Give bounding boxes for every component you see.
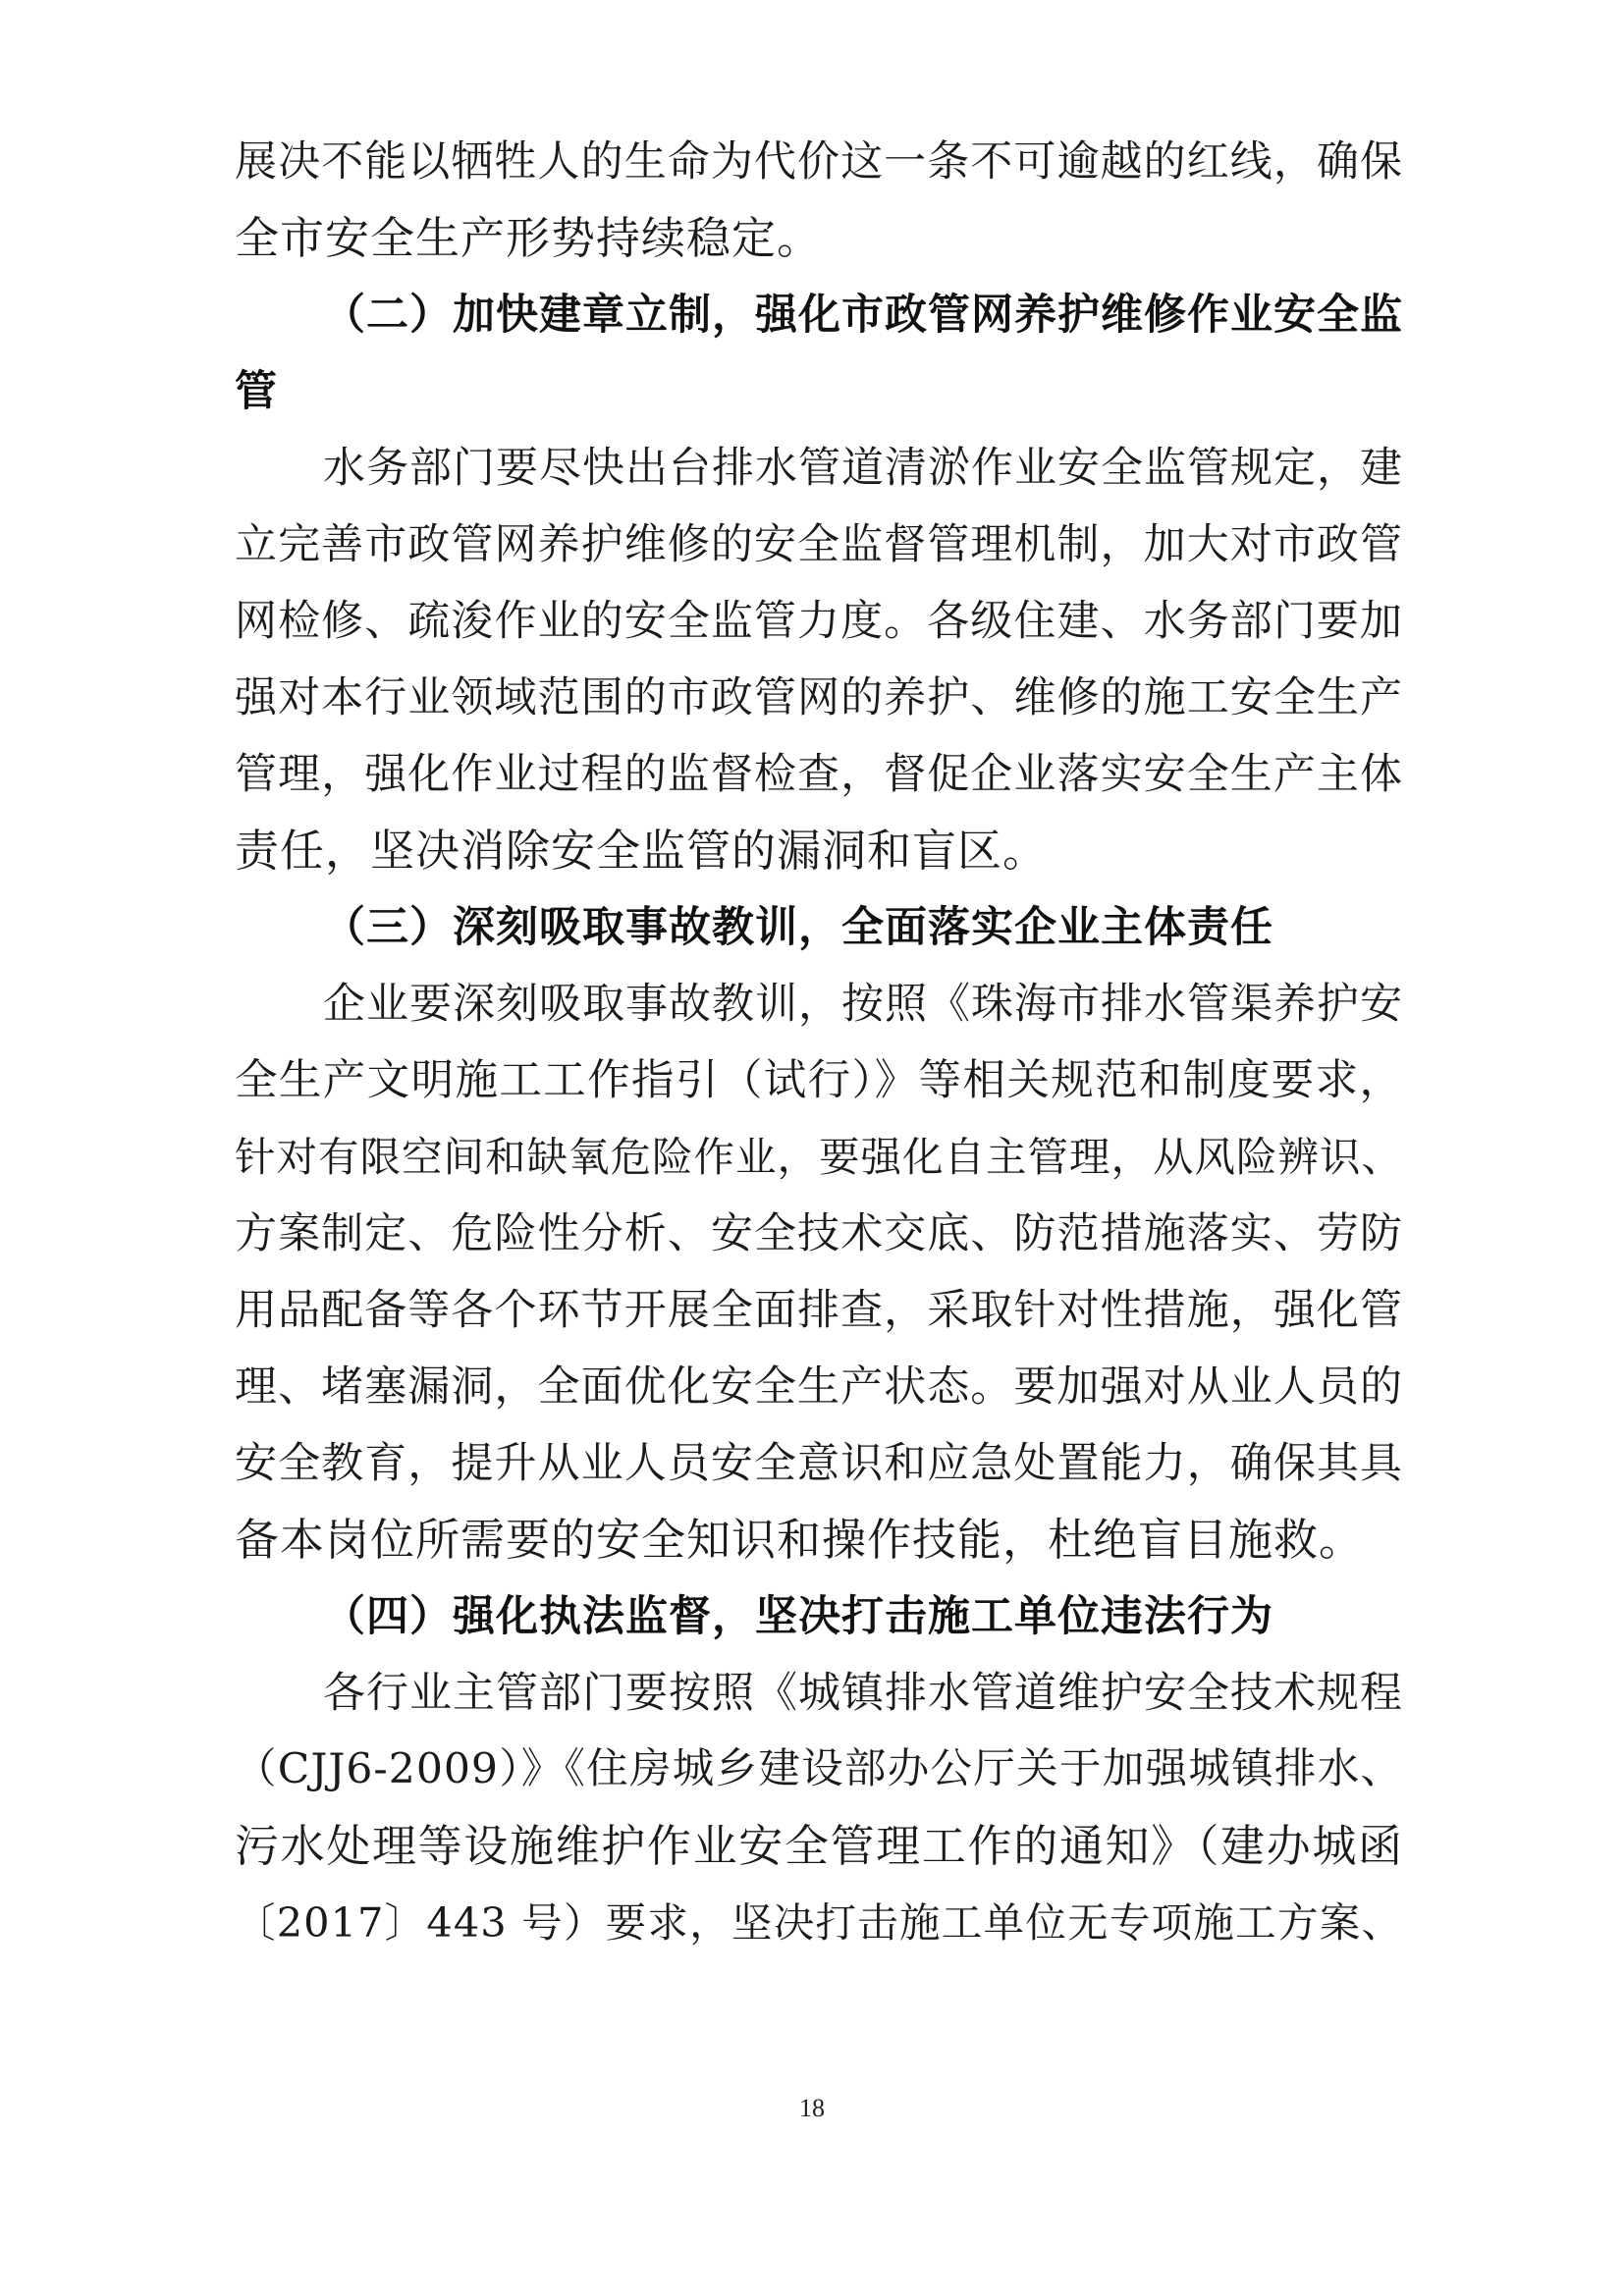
body-line: 全生产文明施工工作指引（试行）》等相关规范和制度要求，	[235, 1056, 1403, 1105]
body-line: 网检修、疏浚作业的安全监管力度。各级住建、水务部门要加	[235, 597, 1403, 646]
body-line: 污水处理等设施维护作业安全管理工作的通知》（建办城函	[235, 1820, 1403, 1872]
body-line: 全市安全生产形势持续稳定。	[235, 212, 823, 264]
body-line: 备本岗位所需要的安全知识和操作技能，杜绝盲目施救。	[235, 1514, 1365, 1566]
section-heading-2: （二）加快建章立制，强化市政管网养护维修作业安全监	[323, 291, 1403, 340]
body-line: 展决不能以牺牲人的生命为代价这一条不可逾越的红线，确保	[235, 137, 1403, 187]
body-line: 立完善市政管网养护维修的安全监督管理机制，加大对市政管	[235, 520, 1403, 569]
body-line: 针对有限空间和缺氧危险作业，要强化自主管理，从风险辨识、	[235, 1133, 1404, 1181]
body-line: 理、堵塞漏洞，全面优化安全生产状态。要加强对从业人员的	[235, 1362, 1403, 1412]
body-line: 用品配备等各个环节开展全面排查，采取针对性措施，强化管	[235, 1286, 1403, 1335]
body-line: （CJJ6-2009）》《住房城乡建设部办公厅关于加强城镇排水、	[235, 1745, 1403, 1793]
section-heading-4: （四）强化执法监督，坚决打击施工单位违法行为	[323, 1592, 1273, 1641]
body-line: 〔2017〕443 号）要求，坚决打击施工单位无专项施工方案、	[235, 1898, 1403, 1947]
page-number: 18	[799, 2094, 825, 2122]
body-line: 强对本行业领域范围的市政管网的养护、维修的施工安全生产	[235, 673, 1403, 722]
body-line: 各行业主管部门要按照《城镇排水管道维护安全技术规程	[323, 1669, 1403, 1718]
body-line: 企业要深刻吸取事故教训，按照《珠海市排水管渠养护安	[323, 980, 1403, 1029]
section-heading-2-continued: 管	[235, 367, 278, 416]
body-line: 安全教育，提升从业人员安全意识和应急处置能力，确保其具	[235, 1439, 1403, 1488]
section-heading-3: （三）深刻吸取事故教训，全面落实企业主体责任	[323, 903, 1273, 952]
body-line: 方案制定、危险性分析、安全技术交底、防范措施落实、劳防	[235, 1209, 1403, 1258]
body-line: 水务部门要尽快出台排水管道清淤作业安全监管规定，建	[323, 444, 1403, 493]
body-line: 责任，坚决消除安全监管的漏洞和盲区。	[235, 825, 1049, 877]
body-line: 管理，强化作业过程的监督检查，督促企业落实安全生产主体	[235, 750, 1403, 799]
